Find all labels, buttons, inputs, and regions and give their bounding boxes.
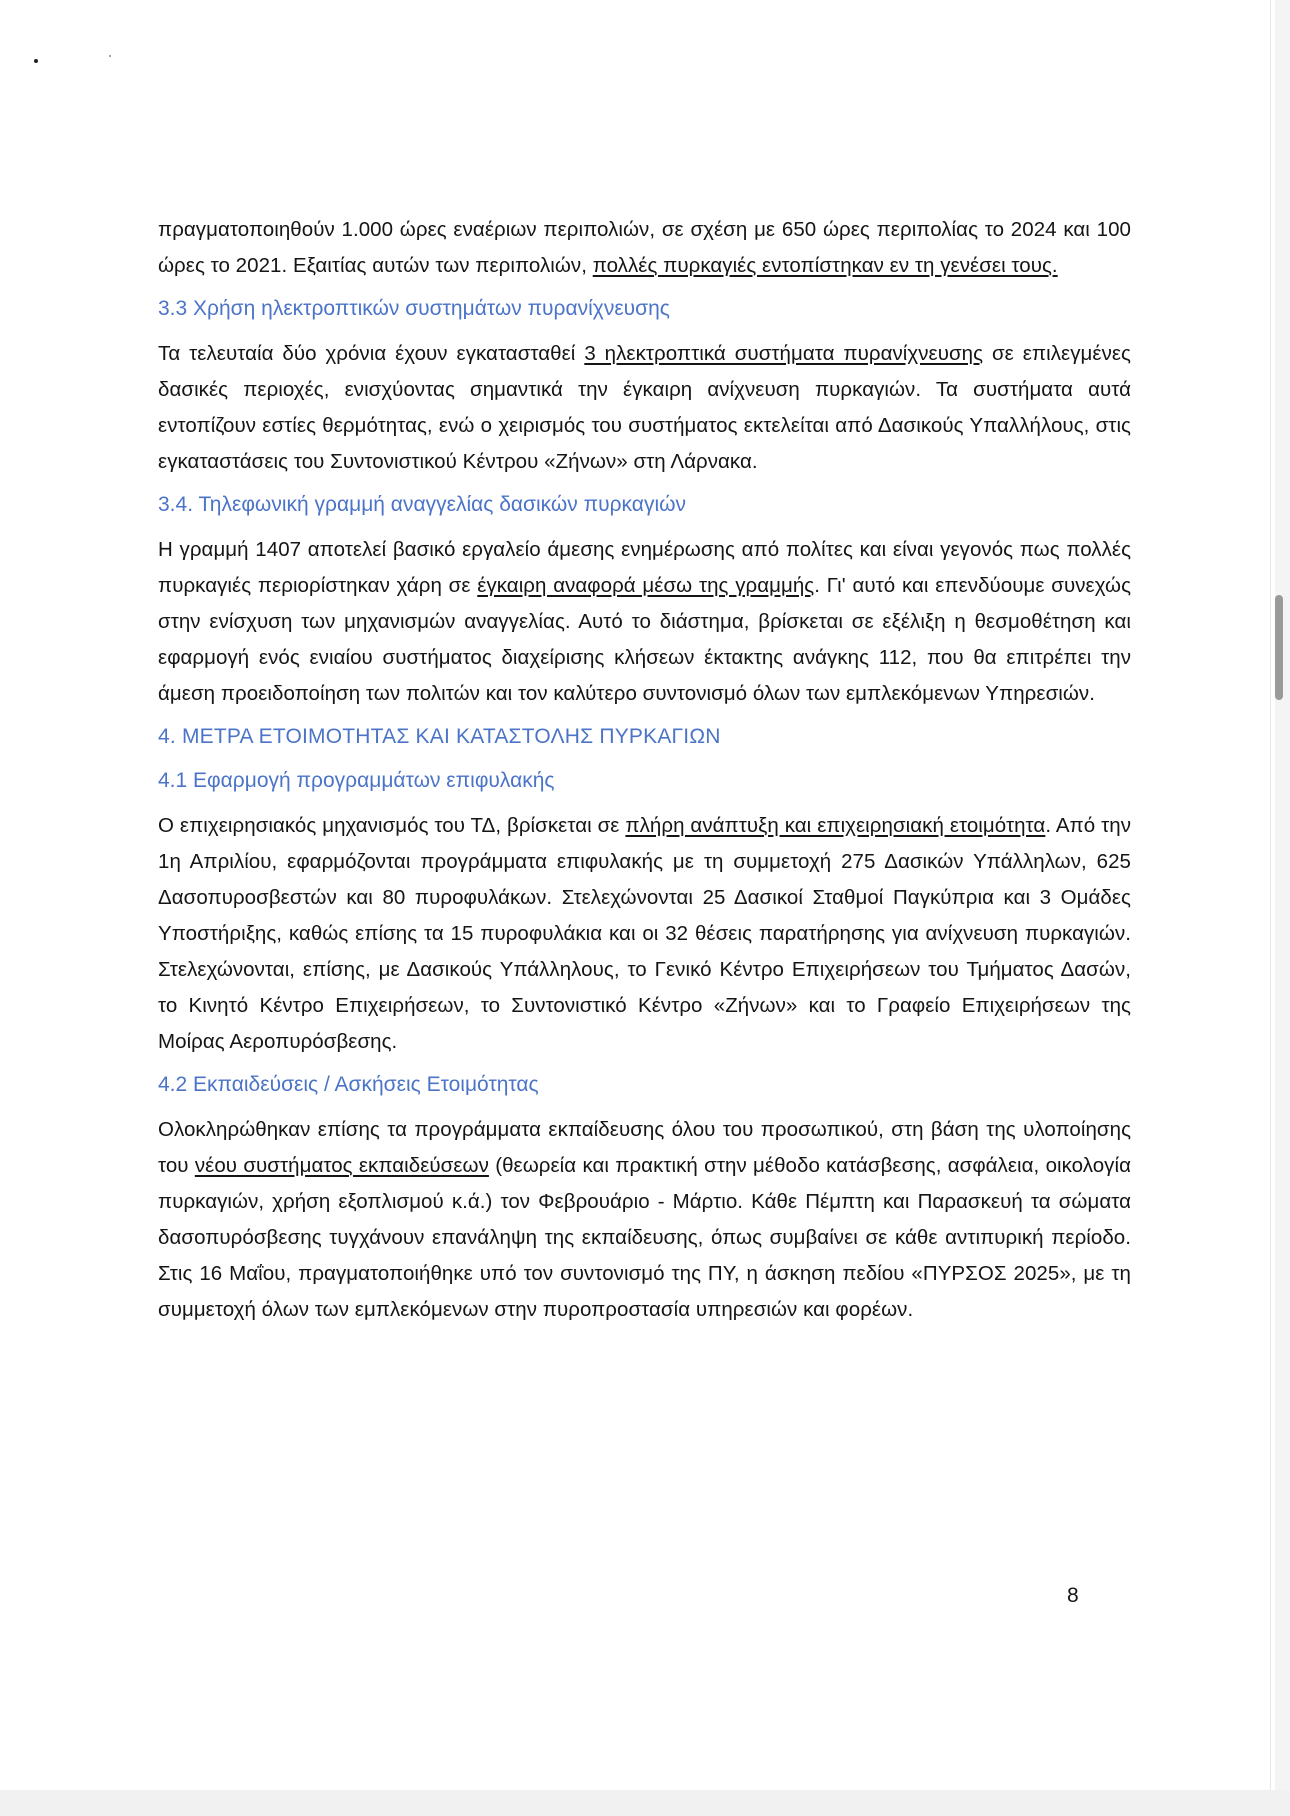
body-paragraph: [158, 1112, 1131, 1328]
paragraph-text: . Από την 1η Απριλίου, εφαρμόζονται προγράμματα επιφυλακής με τη συμμετοχή 275 Δασικών Υπάλληλων, 625 Δασοπυροσβεστών και 80 πυροφυλάκων. Στελεχώνονται 25 Δασικοί Σταθμοί Παγκύπρια και 3 Ομάδες Υποστήριξης, καθώς επίσης τα 15 πυροφυλάκια και οι 32 θέσεις παρατήρησης για ανίχνευση πυρκαγιών. Στελεχώνονται, επίσης, με Δασικούς Υπάλληλους, το Γενικό Κέντρο Επιχειρήσεων του Τμήματος Δασών, το Κινητό Κέντρο Επιχειρήσεων, το Συντονιστικό Κέντρο «Ζήνων» και το Γραφείο Επιχειρήσεων της Μοίρας Αεροπυρόσβεσης.: [158, 814, 1132, 1053]
underlined-emphasis-text: νέου συστήματος εκπαιδεύσεων: [194, 1154, 489, 1177]
viewer-bottom-band: [0, 1790, 1290, 1816]
section-heading: 4.2 Εκπαιδεύσεις / Ασκήσεις Ετοιμότητας: [158, 1073, 539, 1096]
main-section-heading: 4. ΜΕΤΡΑ ΕΤΟΙΜΟΤΗΤΑΣ ΚΑΙ ΚΑΤΑΣΤΟΛΗΣ ΠΥΡΚΑΓΙΩΝ: [158, 725, 721, 748]
body-paragraph: [158, 336, 1131, 480]
body-paragraph: [158, 212, 1131, 284]
underlined-emphasis-text: πολλές πυρκαγιές εντοπίστηκαν εν τη γενέσει τους.: [592, 254, 1058, 277]
section-heading: 3.3 Χρήση ηλεκτροπτικών συστημάτων πυρανίχνευσης: [158, 297, 670, 320]
paragraph-text: σε επιλεγμένες δασικές περιοχές, ενισχύοντας σημαντικά την έγκαιρη ανίχνευση πυρκαγιών. Τα συστήματα αυτά εντοπίζουν εστίες θερμότητας, ενώ ο χειρισμός του συστήματος εκτελείται από Δασικούς Υπαλλήλους, στις εγκαταστάσεις του Συντονιστικού Κέντρου «Ζήνων» στη Λάρνακα.: [158, 342, 1131, 473]
page-number: 8: [1067, 1584, 1079, 1607]
paragraph-text: (θεωρεία και πρακτική στην μέθοδο κατάσβεσης, ασφάλεια, οικολογία πυρκαγιών, χρήση εξοπλισμού κ.ά.) τον Φεβρουάριο - Μάρτιο. Κάθε Πέμπτη και Παρασκευή τα σώματα δασοπυρόσβεσης τυγχάνουν επανάληψη της εκπαίδευσης, όπως συμβαίνει σε κάθε αντιπυρική περίοδο. Στις 16 Μαΐου, πραγματοποιήθηκε υπό τον συντονισμό της ΠΥ, η άσκηση πεδίου «ΠΥΡΣΟΣ 2025», με τη συμμετοχή όλων των εμπλεκόμενων στην πυροπροστασία υπηρεσιών και φορέων.: [158, 1154, 1131, 1321]
underlined-emphasis-text: έγκαιρη αναφορά μέσω της γραμμής: [477, 574, 815, 597]
scan-speck: [109, 55, 111, 57]
viewer-scroll-track[interactable]: [1275, 0, 1290, 1816]
section-heading: 4.1 Εφαρμογή προγραμμάτων επιφυλακής: [158, 769, 555, 792]
paragraph-text: πραγματοποιηθούν 1.000 ώρες εναέριων περιπολιών, σε σχέση με 650 ώρες περιπολίας το 2024 και 100 ώρες το 2021. Εξαιτίας αυτών των περιπολιών,: [158, 218, 1131, 277]
section-heading: 3.4. Τηλεφωνική γραμμή αναγγελίας δασικών πυρκαγιών: [158, 493, 687, 516]
body-paragraph: [158, 532, 1131, 712]
scan-speck: [34, 59, 38, 63]
paragraph-text: Ολοκληρώθηκαν επίσης τα προγράμματα εκπαίδευσης όλου του προσωπικού, στη βάση της υλοποίησης του: [158, 1118, 1131, 1177]
underlined-emphasis-text: 3 ηλεκτροπτικά συστήματα πυρανίχνευσης: [584, 342, 984, 365]
viewer-scrollbar-thumb[interactable]: [1275, 595, 1283, 700]
body-paragraph: [158, 808, 1131, 1060]
paragraph-text: . Γι' αυτό και επενδύουμε συνεχώς στην ενίσχυση των μηχανισμών αναγγελίας. Αυτό το διάστημα, βρίσκεται σε εξέλιξη η θεσμοθέτηση και εφαρμογή ενός ενιαίου συστήματος διαχείρισης κλήσεων έκτακτης ανάγκης 112, που θα επιτρέπει την άμεση προειδοποίηση των πολιτών και τον καλύτερο συντονισμό όλων των εμπλεκόμενων Υπηρεσιών.: [158, 574, 1131, 705]
underlined-emphasis-text: πλήρη ανάπτυξη και επιχειρησιακή ετοιμότητα: [625, 814, 1046, 837]
document-content: [158, 212, 1131, 1336]
paragraph-text: Η γραμμή 1407 αποτελεί βασικό εργαλείο άμεσης ενημέρωσης από πολίτες και είναι γεγονός πως πολλές πυρκαγιές περιορίστηκαν χάρη σε: [158, 538, 1131, 597]
paragraph-text: Ο επιχειρησιακός μηχανισμός του ΤΔ, βρίσκεται σε: [158, 814, 626, 837]
paragraph-text: Τα τελευταία δύο χρόνια έχουν εγκατασταθεί: [158, 342, 585, 365]
